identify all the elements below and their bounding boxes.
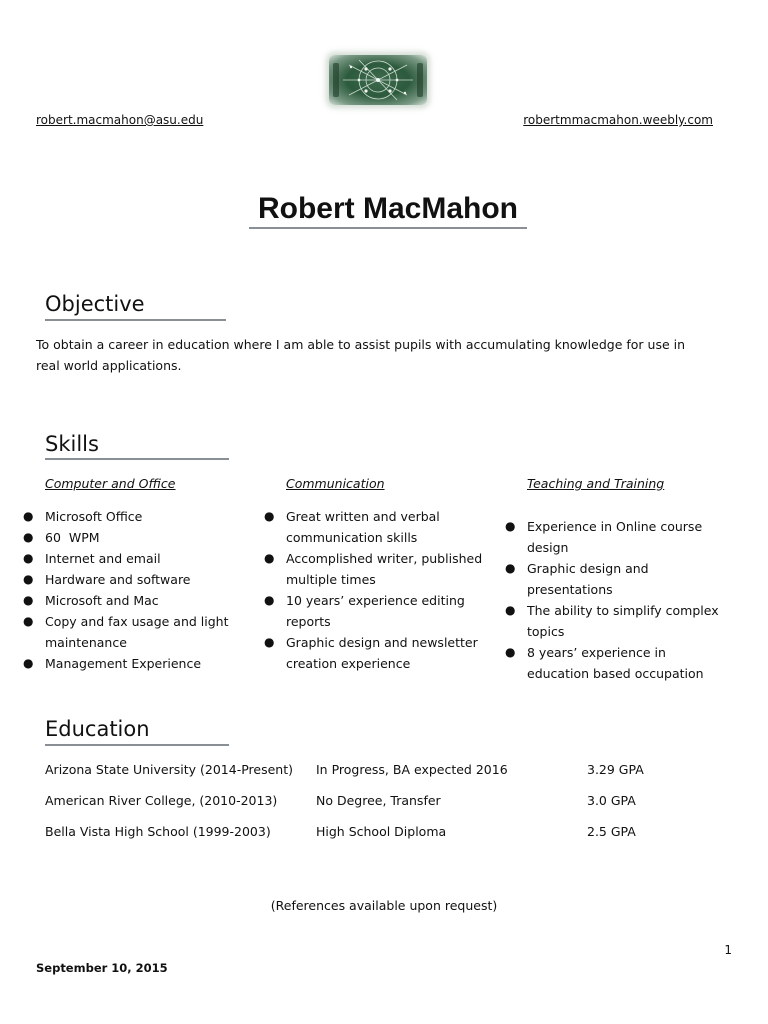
bullet-icon: ●	[23, 614, 34, 628]
document-date: September 10, 2015	[36, 961, 168, 975]
list-item: ● Management Experience	[45, 653, 277, 674]
list-item: ● Hardware and software	[45, 569, 277, 590]
skills-column-communication	[264, 476, 518, 671]
list-item: ● Great written and verbal communication skills	[286, 506, 486, 548]
skills-list	[505, 516, 722, 684]
education-school: Bella Vista High School (1999-2003)	[45, 824, 271, 839]
education-status: In Progress, BA expected 2016	[316, 762, 508, 777]
website-link[interactable]: robertmmacmahon.weebly.com	[523, 113, 713, 127]
bullet-icon: ●	[23, 509, 34, 523]
education-gpa: 3.0 GPA	[587, 793, 636, 808]
skills-list	[264, 506, 486, 674]
bullet-icon: ●	[23, 656, 34, 670]
list-item: ● Microsoft Office	[45, 506, 277, 527]
candidate-name: Robert MacMahon	[257, 192, 518, 225]
objective-rule	[45, 319, 226, 321]
bullet-icon: ●	[23, 551, 34, 565]
list-item: ● Microsoft and Mac	[45, 590, 277, 611]
bullet-icon: ●	[23, 572, 34, 586]
list-item: ● Graphic design and presentations	[527, 558, 722, 600]
list-item: ● Copy and fax usage and light maintenance	[45, 611, 235, 653]
education-rule	[45, 744, 229, 746]
bullet-icon: ●	[505, 603, 516, 617]
education-school: American River College, (2010-2013)	[45, 793, 278, 808]
skills-column-heading: Communication	[286, 476, 385, 491]
bullet-icon: ●	[264, 635, 275, 649]
table-row	[45, 793, 705, 813]
header-logo-image	[329, 55, 427, 105]
network-graphic-icon	[329, 55, 427, 105]
education-gpa: 3.29 GPA	[587, 762, 644, 777]
bullet-icon: ●	[23, 530, 34, 544]
skills-rule	[45, 458, 229, 460]
bullet-icon: ●	[505, 645, 516, 659]
education-status: No Degree, Transfer	[316, 793, 441, 808]
objective-title: Objective	[45, 292, 145, 316]
skills-title: Skills	[45, 432, 99, 456]
list-item: ● 8 years’ experience in education based occupation	[527, 642, 722, 684]
table-row	[45, 762, 705, 782]
list-item: ● Internet and email	[45, 548, 277, 569]
education-status: High School Diploma	[316, 824, 447, 839]
skills-column-heading: Computer and Office	[45, 476, 176, 491]
education-title: Education	[45, 717, 150, 741]
list-item: ● 10 years’ experience editing reports	[286, 590, 486, 632]
list-item: ● 60 WPM	[45, 527, 277, 548]
skills-column-heading: Teaching and Training	[527, 476, 665, 491]
skills-column-teaching	[505, 476, 759, 681]
bullet-icon: ●	[264, 593, 275, 607]
bullet-icon: ●	[264, 551, 275, 565]
skills-column-computer	[23, 476, 277, 671]
bullet-icon: ●	[23, 593, 34, 607]
education-school: Arizona State University (2014-Present)	[45, 762, 293, 777]
list-item: ● Accomplished writer, published multiple times	[286, 548, 486, 590]
references-note: (References available upon request)	[270, 898, 498, 913]
bullet-icon: ●	[264, 509, 275, 523]
list-item: ● The ability to simplify complex topics	[527, 600, 722, 642]
list-item: ● Experience in Online course design	[527, 516, 722, 558]
email-link[interactable]: robert.macmahon@asu.edu	[36, 113, 204, 127]
bullet-icon: ●	[505, 561, 516, 575]
skills-list	[23, 506, 277, 674]
list-item: ● Graphic design and newsletter creation experience	[286, 632, 486, 674]
bullet-icon: ●	[505, 519, 516, 533]
education-gpa: 2.5 GPA	[587, 824, 636, 839]
table-row	[45, 824, 705, 844]
objective-text: To obtain a career in education where I am able to assist pupils with accumulating knowledge for use in real world applications.	[36, 337, 686, 373]
name-underline-rule	[249, 227, 527, 229]
page-number: 1	[724, 943, 732, 957]
